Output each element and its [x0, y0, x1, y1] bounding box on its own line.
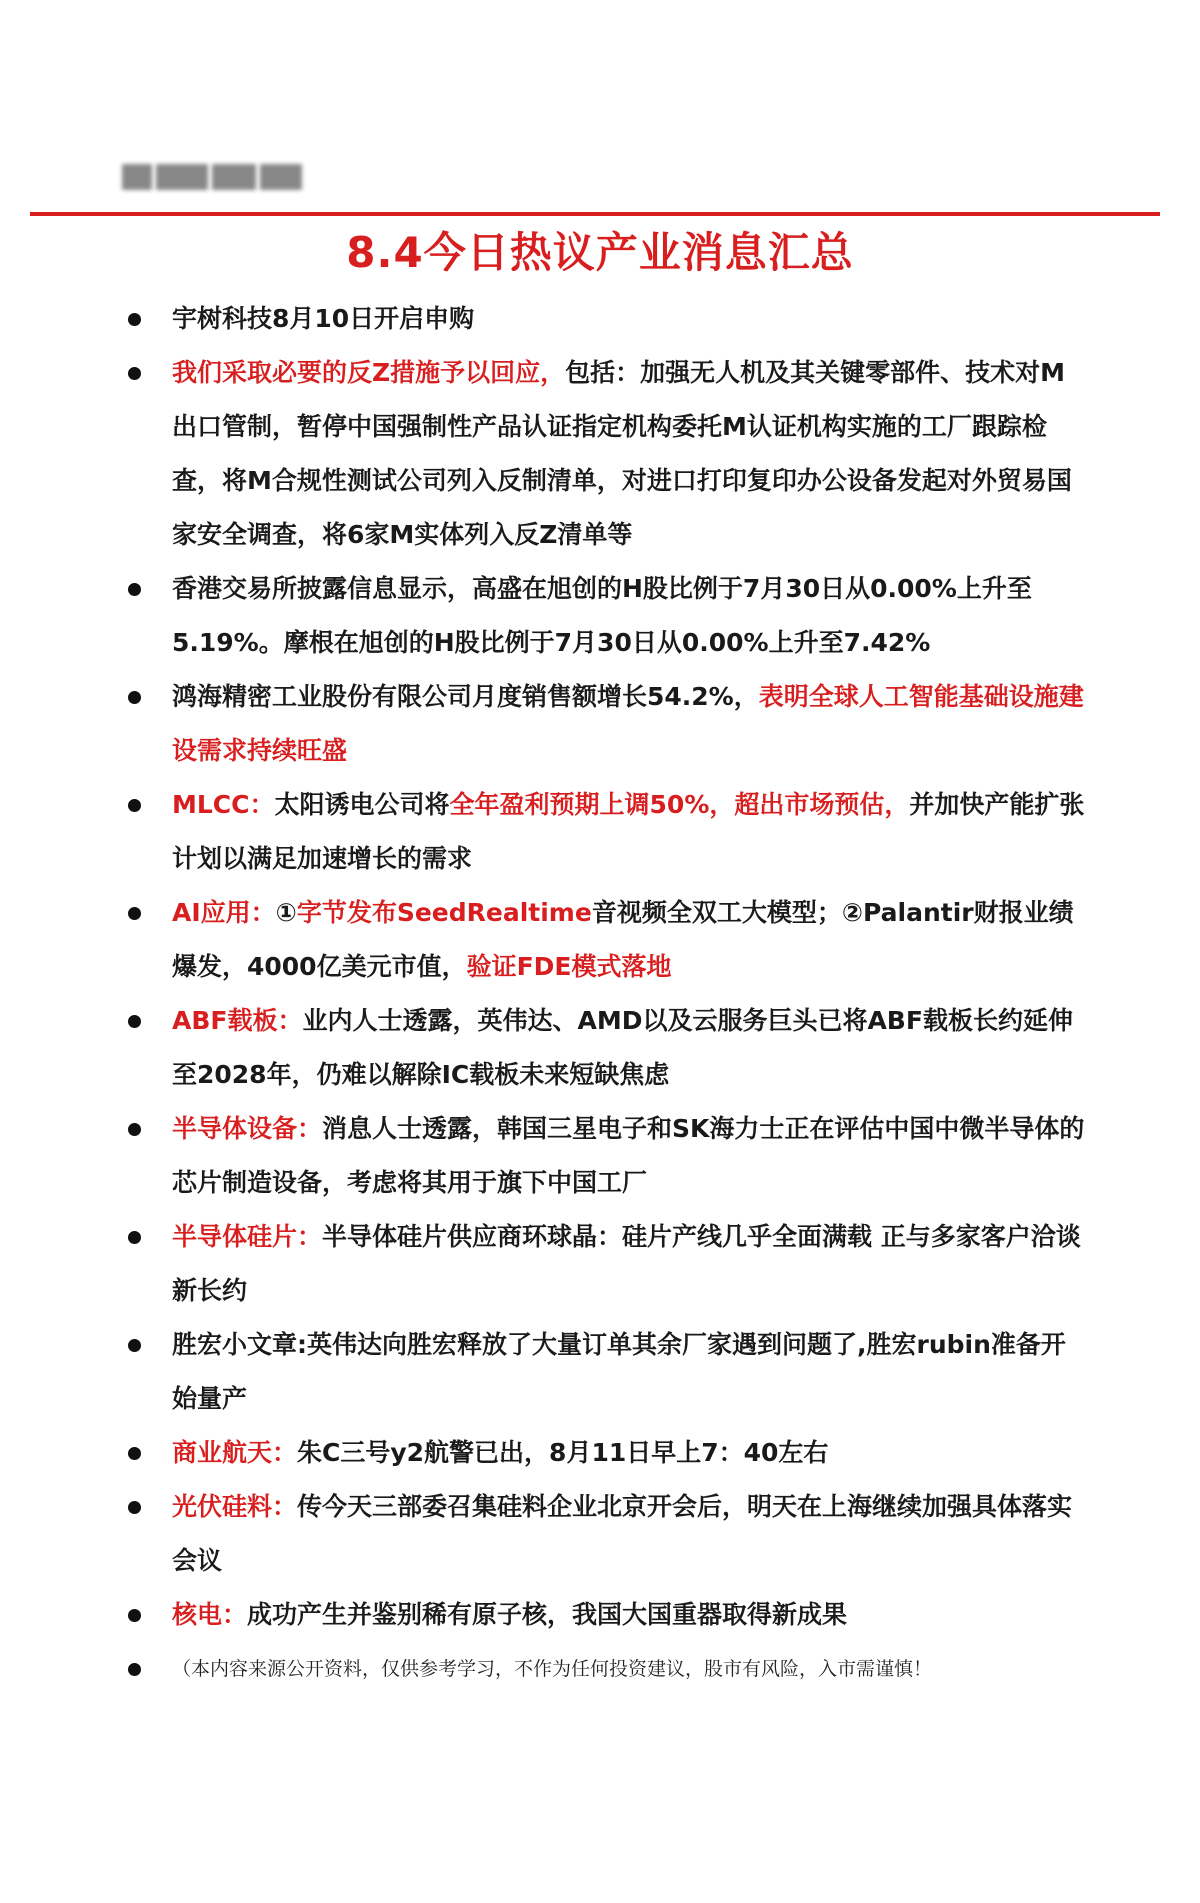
list-item: 光伏硅料：传今天三部委召集硅料企业北京开会后，明天在上海继续加强具体落实会议 [120, 1480, 1090, 1588]
list-item: 核电：成功产生并鉴别稀有原子核，我国大国重器取得新成果 [120, 1588, 1090, 1642]
news-list [120, 292, 1090, 1696]
disclaimer-item: （本内容来源公开资料，仅供参考学习，不作为任何投资建议，股市有风险，入市需谨慎！ [120, 1642, 1090, 1696]
list-item: 商业航天：朱C三号y2航警已出，8月11日早上7：40左右 [120, 1426, 1090, 1480]
list-item: AI应用：①字节发布SeedRealtime音视频全双工大模型；②Palantir财报业绩爆发，4000亿美元市值，验证FDE模式落地 [120, 886, 1090, 994]
list-item: 半导体硅片：半导体硅片供应商环球晶：硅片产线几乎全面满载 正与多家客户洽谈新长约 [120, 1210, 1090, 1318]
list-item: ABF载板：业内人士透露，英伟达、AMD以及云服务巨头已将ABF载板长约延伸至2028年，仍难以解除IC载板未来短缺焦虑 [120, 994, 1090, 1102]
list-item: 我们采取必要的反Z措施予以回应，包括：加强无人机及其关键零部件、技术对M出口管制，暂停中国强制性产品认证指定机构委托M认证机构实施的工厂跟踪检查，将M合规性测试公司列入反制清单，对进口打印复印办公设备发起对外贸易国家安全调查，将6家M实体列入反Z清单等 [120, 346, 1090, 562]
list-item: 香港交易所披露信息显示，高盛在旭创的H股比例于7月30日从0.00%上升至5.19%。摩根在旭创的H股比例于7月30日从0.00%上升至7.42% [120, 562, 1090, 670]
list-item: 鸿海精密工业股份有限公司月度销售额增长54.2%，表明全球人工智能基础设施建设需求持续旺盛 [120, 670, 1090, 778]
list-item: 胜宏小文章:英伟达向胜宏释放了大量订单其余厂家遇到问题了,胜宏rubin准备开始量产 [120, 1318, 1090, 1426]
list-item: 半导体设备：消息人士透露，韩国三星电子和SK海力士正在评估中国中微半导体的芯片制造设备，考虑将其用于旗下中国工厂 [120, 1102, 1090, 1210]
page-title: 8.4今日热议产业消息汇总 [346, 228, 854, 277]
list-item: MLCC：太阳诱电公司将全年盈利预期上调50%，超出市场预估，并加快产能扩张计划以满足加速增长的需求 [120, 778, 1090, 886]
header-divider [30, 212, 1160, 216]
blurred-header-logo [122, 164, 302, 190]
list-item: 宇树科技8月10日开启申购 [120, 292, 1090, 346]
